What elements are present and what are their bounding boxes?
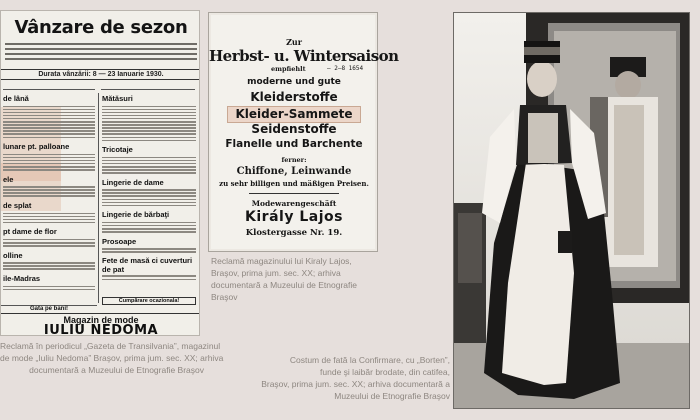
caption-line: Braşov xyxy=(211,292,238,302)
ad-divider xyxy=(249,193,339,194)
ad-prices: zu sehr billigen und mäßigen Preisen. xyxy=(219,179,369,188)
column-header xyxy=(101,84,195,90)
caption-line: funde şi laibăr brodate, din catifea, xyxy=(320,367,450,377)
column-header xyxy=(3,84,95,90)
caption-nedoma xyxy=(0,340,224,376)
caption-costume xyxy=(240,354,450,402)
cash-note: Gata pe bani! xyxy=(1,305,97,312)
ad-item: Kleiderstoffe xyxy=(250,90,338,104)
caption-line: Reclamă magazinului lui Kiraly Lajos, xyxy=(211,256,352,266)
caption-line: documentară a Muzeului de Etnografie Braşov xyxy=(29,365,204,375)
ad-moderne: moderne und gute xyxy=(247,77,341,87)
intro-text-lines xyxy=(5,43,197,65)
ad-empfiehlt: empfiehlt xyxy=(271,65,306,73)
costume-photograph xyxy=(453,12,690,409)
ad-ferner: ferner: xyxy=(281,156,307,164)
section-heading: ele xyxy=(3,174,14,184)
clipping-title: Vânzare de sezon xyxy=(14,17,188,38)
section-heading: pt dame de flor xyxy=(3,227,57,237)
ad-address: Klostergasse Nr. 19. xyxy=(245,228,343,238)
newspaper-clipping-nedoma xyxy=(0,10,200,336)
right-column xyxy=(98,93,196,303)
store-name: IULIU NEDOMA xyxy=(43,323,159,336)
section-heading: de lână xyxy=(3,94,29,103)
left-column xyxy=(3,93,95,303)
section-heading: Prosoape xyxy=(102,236,137,246)
caption-line: Muzeului de Etnografie Braşov xyxy=(334,391,450,401)
sale-duration: Durata vânzării: 8 — 23 Ianuarie 1930. xyxy=(1,69,200,80)
section-heading: ile-Madras xyxy=(3,273,41,283)
ad-phone: — 2—8 1654 xyxy=(327,65,364,72)
store-subtitle: Magazin de mode xyxy=(1,313,200,325)
section-heading: Mătăsuri xyxy=(102,94,133,103)
section-heading: Lingerie de bărbaţi xyxy=(102,210,170,220)
caption-line: Reclamă în periodicul „Gazeta de Transilvania”, magazinul xyxy=(0,341,221,351)
section-heading: Tricotaje xyxy=(102,145,133,155)
section-heading: Lingerie de dame xyxy=(102,177,164,187)
ad-chiffone: Chiffone, Leinwande xyxy=(236,166,352,177)
caption-line: Braşov, prima jum. sec. XX; arhiva xyxy=(211,268,341,278)
ad-shop-type: Modewarengeschäft xyxy=(251,199,337,208)
section-heading: olline xyxy=(3,250,23,260)
ad-owner-name: Király Lajos xyxy=(245,209,343,225)
caption-line: Braşov, prima jum. sec. XX; arhiva documentară a xyxy=(261,379,450,389)
caption-line: documentară a Muzeului de Etnografie xyxy=(211,280,358,290)
section-heading: lunare pt. palloane xyxy=(3,142,70,152)
ad-zur: Zur xyxy=(286,37,302,47)
ad-item: Seidenstoffe xyxy=(251,122,337,136)
ad-headline: Herbst- u. Wintersaison xyxy=(209,47,399,65)
caption-line: de mode „Iuliu Nedoma” Braşov, prima jum. sec. XX; arhiva xyxy=(0,353,224,363)
caption-line: Costum de fată la Confirmare, cu „Borten”, xyxy=(289,355,450,365)
ad-item: Flanelle und Barchente xyxy=(225,138,363,150)
caption-kiraly xyxy=(211,255,383,303)
section-heading: de splat xyxy=(3,200,32,210)
advertisement-kiraly xyxy=(208,12,399,252)
ceremony-note: Cumpărare ocazionala! xyxy=(102,297,196,305)
section-heading: Fete de masă ci cuverturi de pat xyxy=(102,255,193,274)
ad-item-highlighted: Kleider-Sammete xyxy=(227,106,361,123)
